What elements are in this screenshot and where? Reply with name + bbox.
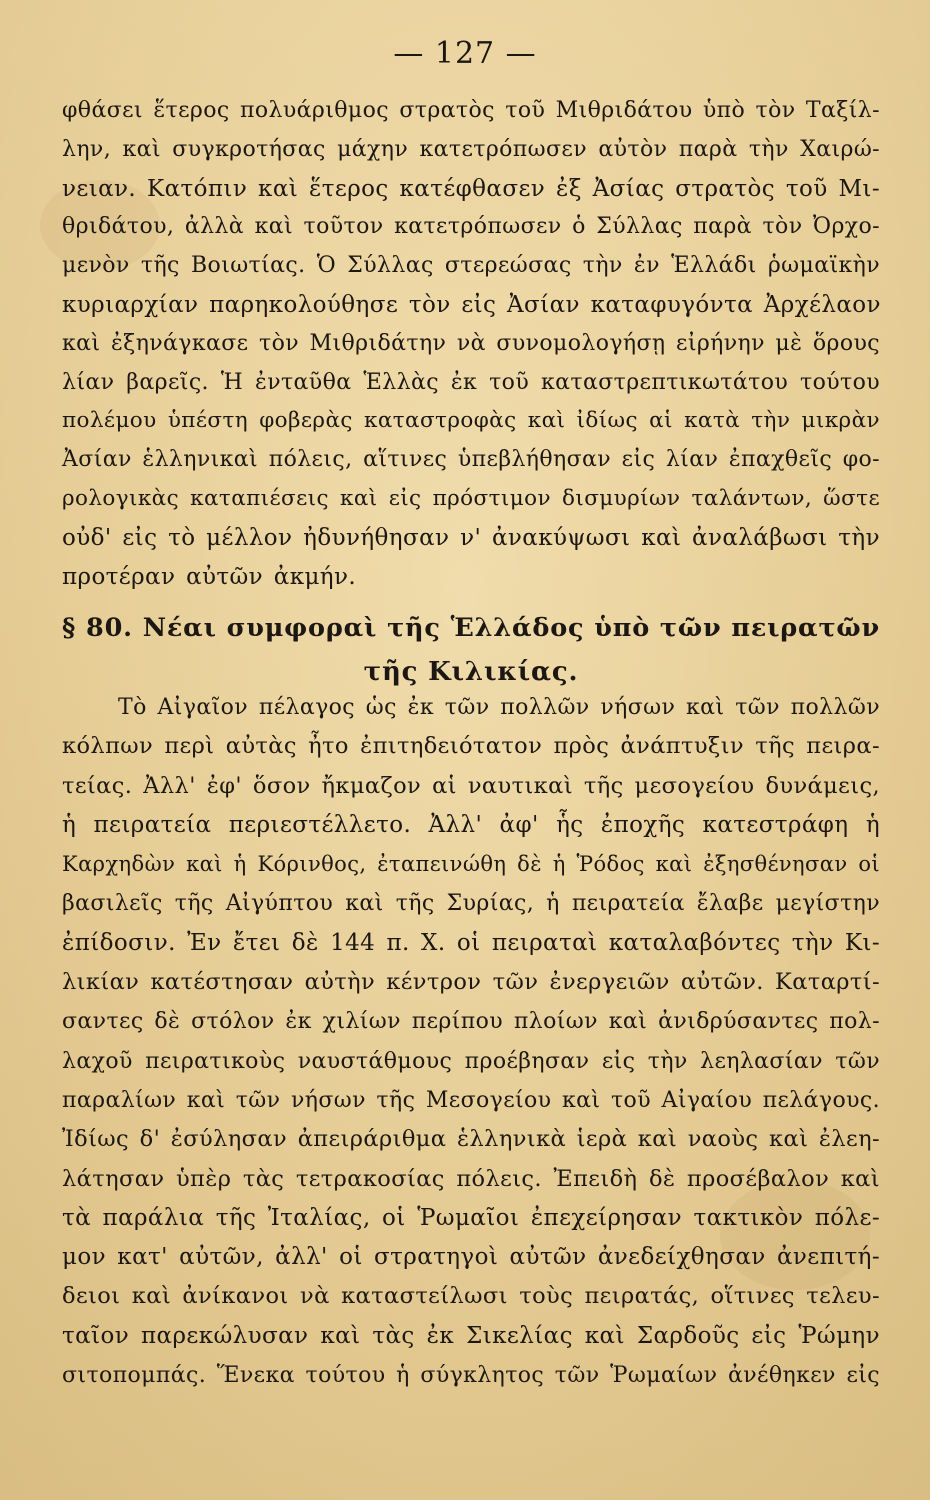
section-heading [62,606,880,694]
paragraph-2 [62,688,880,1395]
text-line: τὰ παράλια τῆς Ἰταλίας, οἱ Ῥωμαῖοι ἐπεχείρησαν τακτικὸν πόλε- [62,1204,880,1231]
text-line: λικίαν κατέστησαν αὐτὴν κέντρον τῶν ἐνεργειῶν αὐτῶν. Καταρτί- [62,969,880,996]
text-line: κόλπων περὶ αὐτὰς ἦτο ἐπιτηδειότατον πρὸς ἀνάπτυξιν τῆς πειρα- [62,733,880,760]
section-heading-line-1: § 80. Νέαι συμφοραὶ τῆς Ἑλλάδος ὑπὸ τῶν πειρατῶν [62,613,880,643]
text-line: ἐπίδοσιν. Ἐν ἔτει δὲ 144 π. Χ. οἱ πειραταὶ καταλαβόντες τὴν Κι- [62,929,880,956]
text-line: θριδάτου, ἀλλὰ καὶ τοῦτον κατετρόπωσεν ὁ Σύλλας παρὰ τὸν Ὀρχο- [62,214,880,240]
text-line: λίαν βαρεῖς. Ἡ ἐνταῦθα Ἑλλὰς ἐκ τοῦ καταστρεπτικωτάτου τούτου [62,369,880,395]
text-line: προτέραν αὐτῶν ἀκμήν. [62,563,357,590]
text-line: Καρχηδὼν καὶ ἡ Κόρινθος, ἐταπεινώθη δὲ ἡ Ῥόδος καὶ ἐξησθένησαν οἱ [62,852,880,877]
text-line: τείας. Ἀλλ' ἐφ' ὅσον ἤκμαζον αἱ ναυτικαὶ τῆς μεσογείου δυνάμεις, [62,772,880,799]
text-line: νειαν. Κατόπιν καὶ ἕτερος κατέφθασεν ἐξ Ἀσίας στρατὸς τοῦ Μι- [62,175,880,202]
text-line: λην, καὶ συγκροτήσας μάχην κατετρόπωσεν αὐτὸν παρὰ τὴν Χαιρώ- [62,136,880,162]
text-line: πολέμου ὑπέστη φοβερὰς καταστροφὰς καὶ ἰδίως αἱ κατὰ τὴν μικρὰν [62,408,880,434]
text-line: λάτησαν ὑπὲρ τὰς τετρακοσίας πόλεις. Ἐπειδὴ δὲ προσέβαλον καὶ [62,1165,880,1192]
text-line: μενὸν τῆς Βοιωτίας. Ὁ Σύλλας στερεώσας τὴν ἐν Ἑλλάδι ῥωμαϊκὴν [62,253,880,279]
text-line: Ἰδίως δ' ἐσύλησαν ἀπειράριθμα ἑλληνικὰ ἱερὰ καὶ ναοὺς καὶ ἐλεη- [62,1126,880,1153]
text-line: βασιλεῖς τῆς Αἰγύπτου καὶ τῆς Συρίας, ἡ πειρατεία ἔλαβε μεγίστην [62,891,880,917]
text-line: παραλίων καὶ τῶν νήσων τῆς Μεσογείου καὶ τοῦ Αἰγαίου πελάγους. [62,1087,880,1113]
text-line: οὐδ' εἰς τὸ μέλλον ἠδυνήθησαν ν' ἀνακύψωσι καὶ ἀναλάβωσι τὴν [62,524,880,551]
text-line: καὶ ἐξηνάγκασε τὸν Μιθριδάτην νὰ συνομολογήσῃ εἰρήνην μὲ ὅρους [62,330,880,356]
text-line: κυριαρχίαν παρηκολούθησε τὸν εἰς Ἀσίαν καταφυγόντα Ἀρχέλαον [62,291,881,318]
text-line: ρολογικὰς καταπιέσεις καὶ εἰς πρόστιμον δισμυρίων ταλάντων, ὥστε [62,485,880,511]
text-line: Ἀσίαν ἑλληνικαὶ πόλεις, αἵτινες ὑπεβλήθησαν εἰς λίαν ἐπαχθεῖς φο- [62,447,880,473]
text-line: δειοι καὶ ἀνίκανοι νὰ καταστείλωσι τοὺς πειρατάς, οἵτινες τελευ- [62,1283,880,1310]
section-heading-line-2: τῆς Κιλικίας. [363,657,579,687]
text-line: φθάσει ἕτερος πολυάριθμος στρατὸς τοῦ Μιθριδάτου ὑπὸ τὸν Ταξίλ- [62,98,880,123]
paragraph-1 [62,92,880,596]
text-line: ἡ πειρατεία περιεστέλλετο. Ἀλλ' ἀφ' ἧς ἐποχῆς κατεστράφη ἡ [62,811,880,838]
page-number: — 127 — [393,36,537,71]
text-line: λαχοῦ πειρατικοὺς ναυστάθμους προέβησαν εἰς τὴν λεηλασίαν τῶν [62,1048,880,1074]
text-line: σαντες δὲ στόλον ἐκ χιλίων περίπου πλοίων καὶ ἀνιδρύσαντες πολ- [62,1009,880,1035]
text-line: ταῖον παρεκώλυσαν καὶ τὰς ἐκ Σικελίας καὶ Σαρδοῦς εἰς Ῥώμην [62,1322,880,1349]
text-line: μον κατ' αὐτῶν, ἀλλ' οἱ στρατηγοὶ αὐτῶν ἀνεδείχθησαν ἀνεπιτή- [62,1244,880,1271]
text-line: σιτοπομπάς. Ἕνεκα τούτου ἡ σύγκλητος τῶν Ῥωμαίων ἀνέθηκεν εἰς [62,1363,880,1389]
text-line: Τὸ Αἰγαῖον πέλαγος ὡς ἐκ τῶν πολλῶν νήσων καὶ τῶν πολλῶν [118,695,880,720]
